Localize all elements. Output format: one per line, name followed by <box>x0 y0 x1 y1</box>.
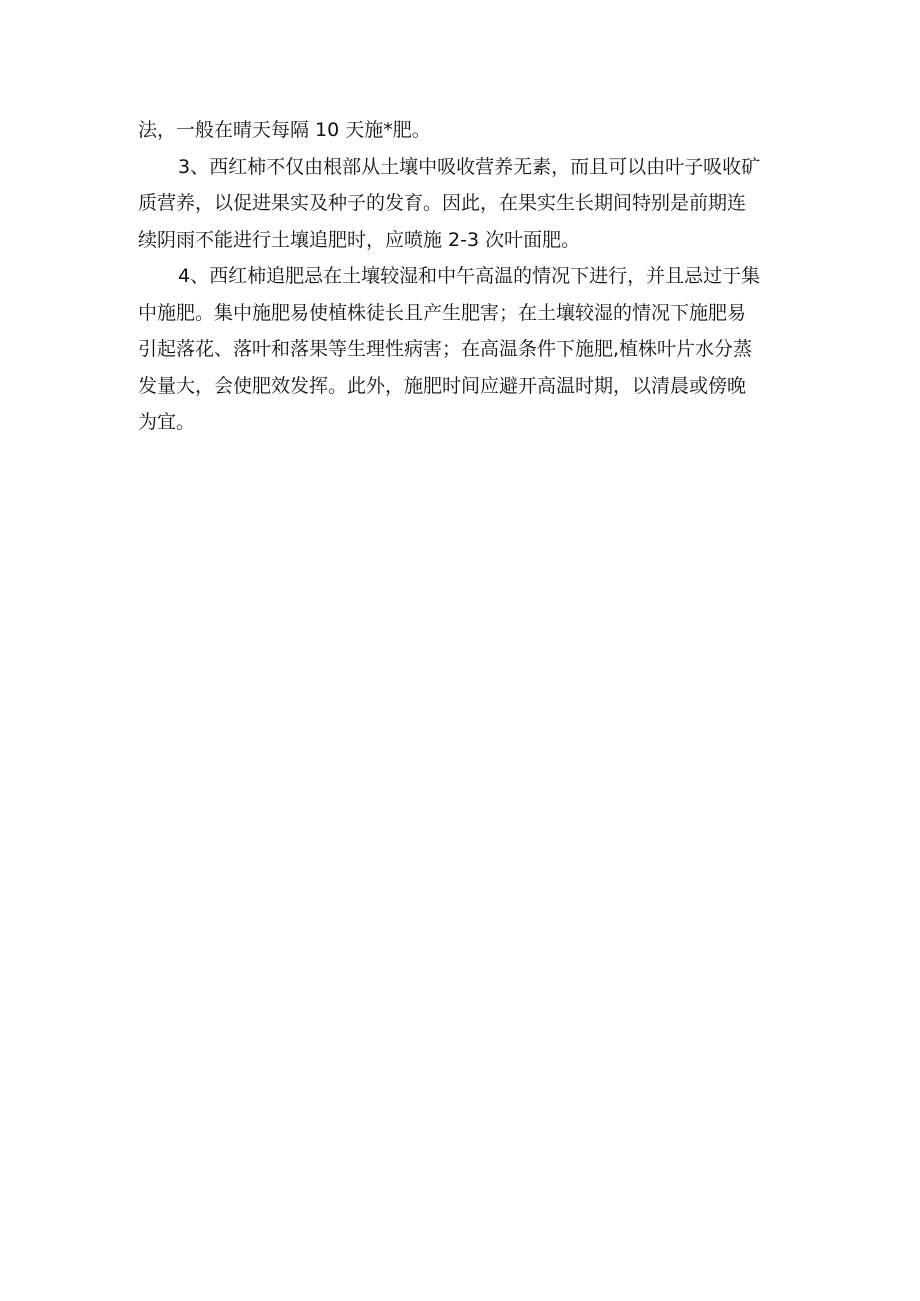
text-line: 质营养，以促进果实及种子的发育。因此，在果实生长期间特别是前期连 <box>138 192 747 214</box>
text-line: 4、西红柿追肥忌在土壤较湿和中午高温的情况下进行，并且忌过于集 <box>178 265 761 287</box>
text-line: 3、西红柿不仅由根部从土壤中吸收营养无素，而且可以由叶子吸收矿 <box>178 155 761 178</box>
text-line: 为宜。 <box>138 411 196 433</box>
text-line: 法，一般在晴天每隔 10 天施*肥。 <box>138 119 431 141</box>
paragraph-item-4 <box>138 258 786 441</box>
paragraph-continuation <box>138 112 786 149</box>
text-line: 续阴雨不能进行土壤追肥时，应喷施 2-3 次叶面肥。 <box>138 228 581 251</box>
text-line: 引起落花、落叶和落果等生理性病害；在高温条件下施肥,植株叶片水分蒸 <box>138 338 753 360</box>
paragraph-item-3 <box>138 149 786 259</box>
text-line: 发量大，会使肥效发挥。此外，施肥时间应避开高温时期，以清晨或傍晚 <box>138 374 747 397</box>
document-body <box>138 112 786 441</box>
text-line: 中施肥。集中施肥易使植株徒长且产生肥害；在土壤较湿的情况下施肥易 <box>138 301 747 324</box>
